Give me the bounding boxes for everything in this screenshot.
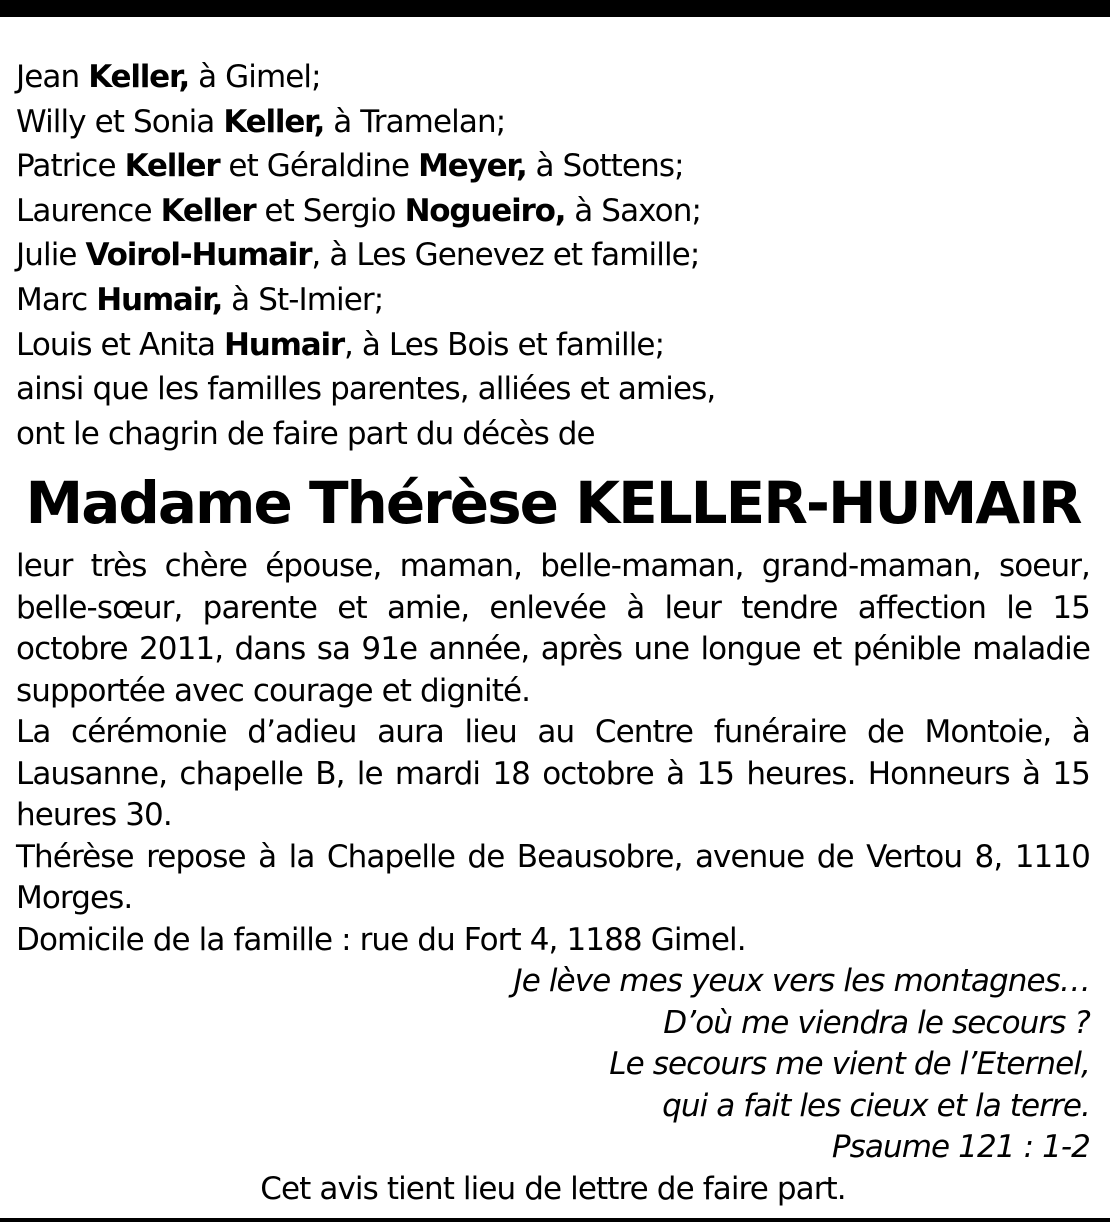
family-line-1: Jean Keller, à Gimel; <box>16 59 321 95</box>
family-line-5: Julie Voirol-Humair, à Les Genevez et famille; <box>16 237 700 274</box>
bottom-border <box>0 1218 1110 1222</box>
intro-line-1: ainsi que les familles parentes, alliées et amies, <box>16 371 716 408</box>
bible-verse <box>16 961 1090 1169</box>
closing-note: Cet avis tient lieu de lettre de faire part. <box>260 1170 846 1207</box>
family-line-2: Willy et Sonia Keller, à Tramelan; <box>16 103 506 140</box>
top-border <box>0 0 1110 17</box>
intro-line-2: ont le chagrin de faire part du décès de <box>16 415 595 452</box>
notice-body <box>16 546 1090 961</box>
family-line-4: Laurence Keller et Sergio Nogueiro, à Saxon; <box>16 192 702 229</box>
paragraph-ceremony: La cérémonie d’adieu aura lieu au Centre funéraire de Montoie, à Lausanne, chapelle B, le mardi 18 octobre à 15 heures. Honneurs à 15 heures 30. <box>16 714 1090 834</box>
paragraph-domicile: Domicile de la famille : rue du Fort 4, 1188 Gimel. <box>16 921 746 958</box>
verse-line-4: qui a fait les cieux et la terre. <box>662 1087 1090 1124</box>
family-line-3: Patrice Keller et Géraldine Meyer, à Sottens; <box>16 148 684 185</box>
verse-line-2: D’où me viendra le secours ? <box>663 1004 1090 1041</box>
verse-line-3: Le secours me vient de l’Eternel, <box>609 1046 1090 1083</box>
deceased-name: Madame Thérèse KELLER-HUMAIR <box>25 469 1081 538</box>
paragraph-repose: Thérèse repose à la Chapelle de Beausobre, avenue de Vertou 8, 1110 Morges. <box>16 838 1090 917</box>
obituary-notice <box>16 55 1090 1210</box>
family-line-7: Louis et Anita Humair, à Les Bois et famille; <box>16 326 665 363</box>
verse-line-1: Je lève mes yeux vers les montagnes… <box>513 963 1090 1000</box>
paragraph-description: leur très chère épouse, maman, belle-maman, grand-maman, soeur, belle-sœur, parente et amie, enlevée à leur tendre affection le 15 octobre 2011, dans sa 91e année, après une longue et pénible maladie supportée avec courage et dignité. <box>16 548 1090 709</box>
family-line-6: Marc Humair, à St-Imier; <box>16 281 384 318</box>
verse-reference: Psaume 121 : 1-2 <box>831 1129 1090 1166</box>
